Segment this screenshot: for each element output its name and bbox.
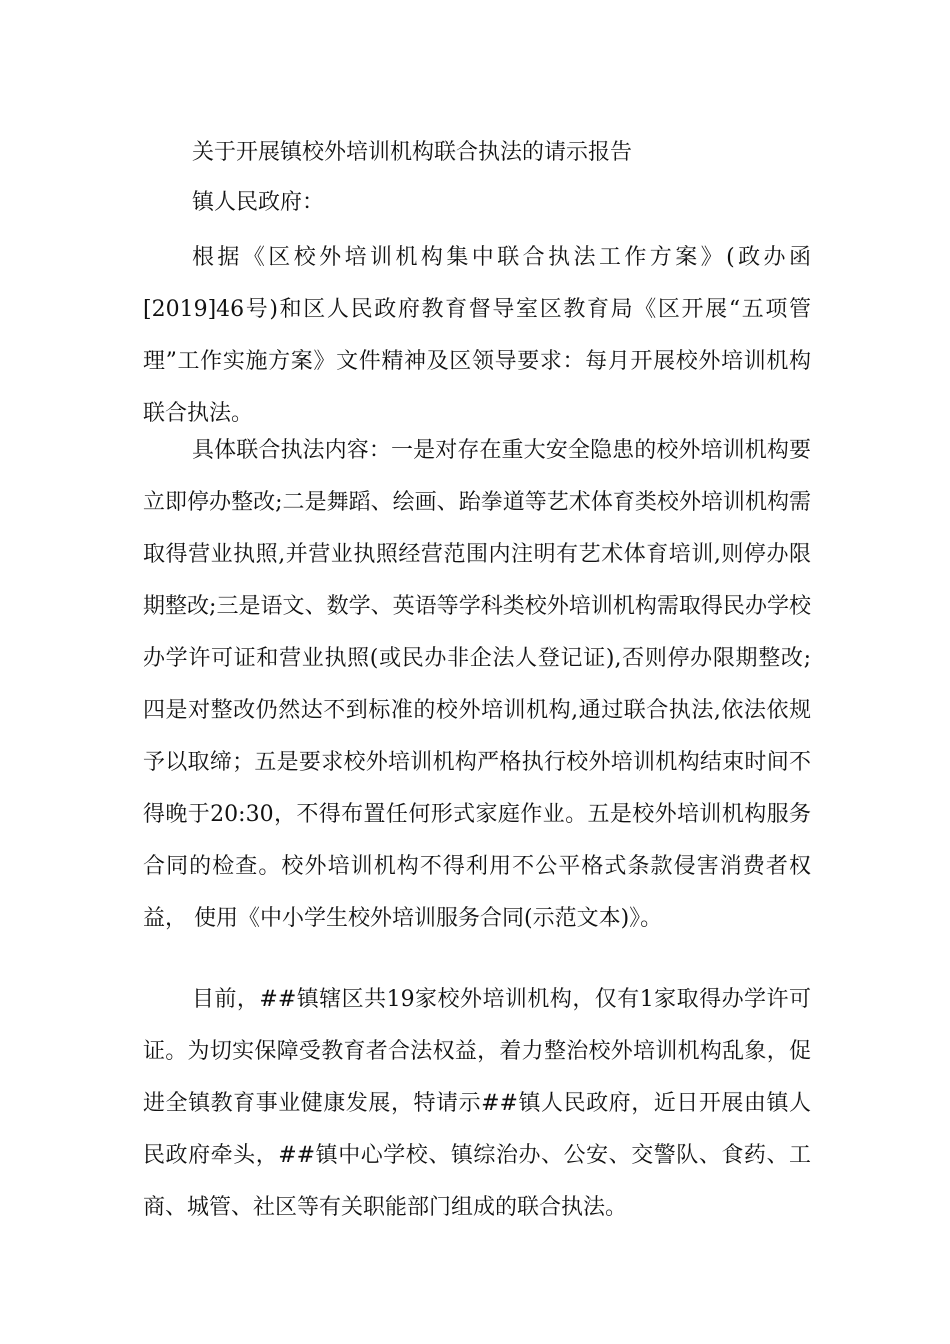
paragraph-current-situation: 目前，##镇辖区共19家校外培训机构，仅有1家取得办学许可证。为切实保障受教育者合法权益，着力整治校外培训机构乱象，促进全镇教育事业健康发展，特请示##镇人民政府，近日开展由镇人民政府牵头，##镇中心学校、镇综治办、公安、交警队、食药、工商、城管、社区等有关职能部门组成的联合执法。 <box>143 987 811 1220</box>
paragraph-basis: 根据《区校外培训机构集中联合执法工作方案》(政办函[2019]46号)和区人民政府教育督导室区教育局《区开展“五项管理”工作实施方案》文件精神及区领导要求：每月开展校外培训机构联合执法。 <box>143 245 811 426</box>
salutation: 镇人民政府： <box>192 190 325 215</box>
paragraph-enforcement-content: 具体联合执法内容：一是对存在重大安全隐患的校外培训机构要立即停办整改;二是舞蹈、绘画、跆拳道等艺术体育类校外培训机构需取得营业执照,并营业执照经营范围内注明有艺术体育培训,则停办限期整改;三是语文、数学、英语等学科类校外培训机构需取得民办学校办学许可证和营业执照(或民办非企法人登记证),否则停办限期整改;四是对整改仍然达不到标准的校外培训机构,通过联合执法,依法依规予以取缔；五是要求校外培训机构严格执行校外培训机构结束时间不得晚于20:30，不得布置任何形式家庭作业。五是校外培训机构服务合同的检查。校外培训机构不得利用不公平格式条款侵害消费者权益， 使用《中小学生校外培训服务合同(示范文本)》。 <box>143 438 811 931</box>
document-title: 关于开展镇校外培训机构联合执法的请示报告 <box>192 140 633 165</box>
